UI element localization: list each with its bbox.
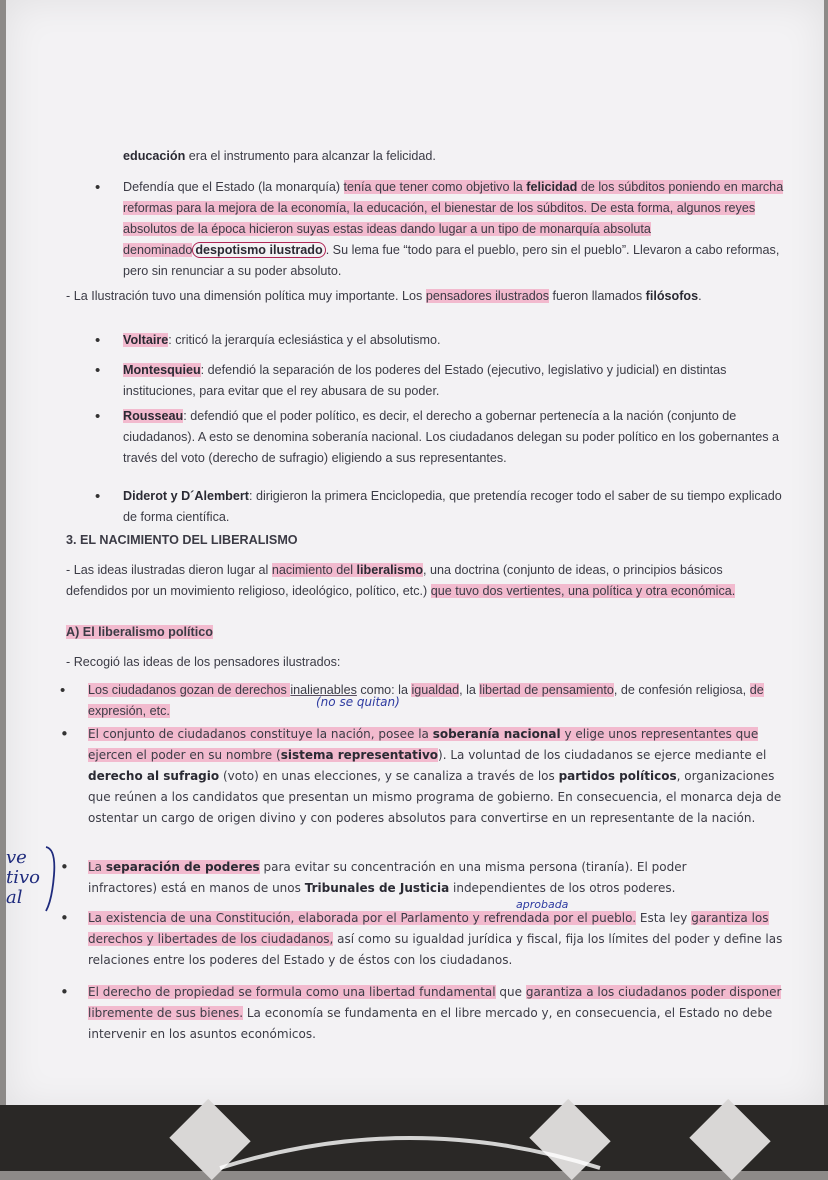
- bullet-despotismo: • Defendía que el Estado (la monarquía) tenía que tener como objetivo la felicidad de los súbditos poniendo en marcha reformas para la mejora de la economía, la educación, el bienestar de los súbditos. De esta forma, algunos reyes absolutos de la época hicieron suyas estas ideas dando lugar a un tipo de monarquía absoluta denominado despotismo ilustrado . Su lema fue “todo para el pueblo, pero sin el pueblo”. Llevaron a cabo reformas, pero sin renunciar a su poder absoluto.: [123, 177, 785, 282]
- liberal-point-separation: • La separación de poderes para evitar su concentración en una misma persona (tiranía). El poder infractores) está en manos de unos Tribunales de Justicia independientes de los otros poderes.: [88, 857, 788, 899]
- philosopher-rousseau: • Rousseau: defendió que el poder político, es decir, el derecho a gobernar pertenecía a la nación (conjunto de ciudadanos). A esto se denomina soberanía nacional. Los ciudadanos delegan su poder político en los gobernantes a través del voto (derecho de sufragio) eligiendo a sus representantes.: [123, 406, 785, 469]
- philosopher-montesquieu: • Montesquieu: defendió la separación de los poderes del Estado (ejecutivo, legislativo y judicial) en distintas instituciones, para evitar que el rey abusara de su poder.: [123, 360, 785, 402]
- decor-arc: [210, 1118, 610, 1171]
- intro-line: educación era el instrumento para alcanzar la felicidad.: [123, 149, 436, 163]
- handwritten-note-aprobada: aprobada: [516, 898, 569, 911]
- political-paragraph: - La Ilustración tuvo una dimensión política muy importante. Los pensadores ilustrados fueron llamados filósofos.: [66, 289, 702, 303]
- liberal-point-rights: • Los ciudadanos gozan de derechos inalienables como: la igualdad, la libertad de pensamiento, de confesión religiosa, de expresión, etc.: [88, 680, 788, 722]
- liberalism-paragraph: - Las ideas ilustradas dieron lugar al nacimiento del liberalismo, una doctrina (conjunto de ideas, o principios básicos defendidos por un movimiento religioso, ideológico, político, etc.) que tuvo dos vertientes, una política y otra económica.: [66, 563, 736, 598]
- margin-handwriting: ve tivo al: [6, 847, 40, 908]
- subsection-a-title: A) El liberalismo político: [66, 625, 213, 639]
- margin-bracket: [42, 845, 62, 915]
- section-3-title: 3. EL NACIMIENTO DEL LIBERALISMO: [66, 533, 298, 547]
- document-page: [6, 0, 824, 1110]
- recogio-line: - Recogió las ideas de los pensadores ilustrados:: [66, 655, 341, 669]
- liberal-point-sovereignty: • El conjunto de ciudadanos constituye la nación, posee la soberanía nacional y elige unos representantes que ejercen el poder en su nombre (sistema representativo). La voluntad de los ciudadanos se ejerce mediante el derecho al sufragio (voto) en unas elecciones, y se canaliza a través de los partidos políticos, organizaciones que reúnen a los candidatos que presentan un mismo programa de gobierno. En consecuencia, el monarca deja de ostentar un cargo de origen divino y con poderes absolutos para convertirse en un representante de la nación.: [88, 724, 788, 829]
- despotismo-circled: despotismo ilustrado: [192, 242, 325, 258]
- philosopher-voltaire: • Voltaire: criticó la jerarquía eclesiástica y el absolutismo.: [123, 330, 785, 351]
- liberal-point-property: • El derecho de propiedad se formula como una libertad fundamental que garantiza a los ciudadanos poder disponer libremente de sus bienes. La economía se fundamenta en el libre mercado y, en consecuencia, el Estado no debe intervenir en los asuntos económicos.: [88, 982, 788, 1045]
- handwritten-note-no-se-quitan: (no se quitan): [316, 695, 400, 709]
- philosopher-diderot: • Diderot y D´Alembert: dirigieron la primera Enciclopedia, que pretendía recoger todo el saber de su tiempo explicado de forma científica.: [123, 486, 785, 528]
- liberal-point-constitution: • La existencia de una Constitución, elaborada por el Parlamento y refrendada por el pueblo. Esta ley garantiza los derechos y libertades de los ciudadanos, así como su igualdad jurídica y fiscal, fija los límites del poder y define las relaciones entre los poderes del Estado y de éstos con los ciudadanos.: [88, 908, 788, 971]
